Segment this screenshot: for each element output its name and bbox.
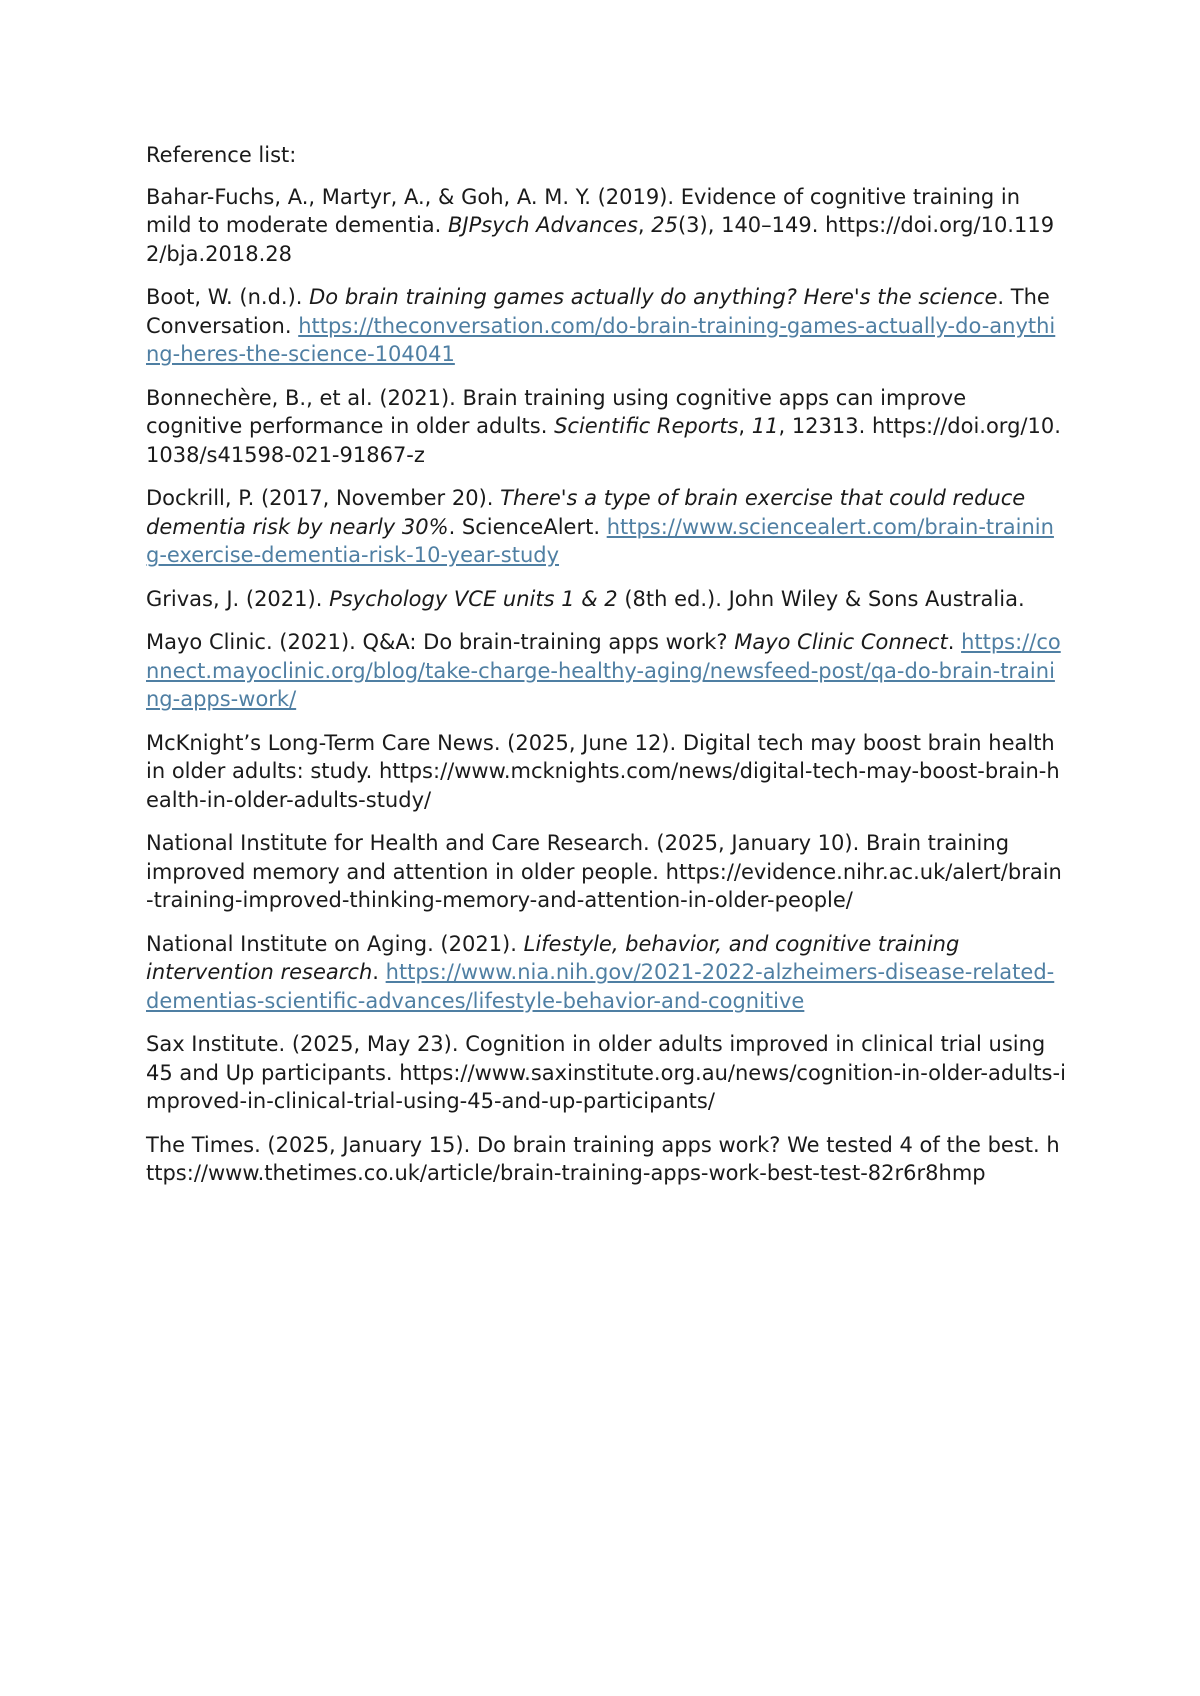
reference-url: https://www.saxinstitute.org.au/news/cognition-in-older-adults-improved-in-clinical-trial-using-45-and-up-participants/ xyxy=(146,1060,1066,1113)
reference-link[interactable]: https://www.nia.nih.gov/2021-2022-alzheimers-disease-related-dementias-scientific-advances/lifestyle-behavior-and-cognitive xyxy=(146,960,1055,1013)
reference-authors: Bonnechère, B., et al. (2021). Brain training using cognitive apps can improve cognitive performance in older adults. xyxy=(146,385,967,438)
reference-authors: Grivas, J. (2021). xyxy=(146,586,323,611)
reference-details: (3), 140–149. xyxy=(677,213,819,237)
reference-volume: 25 xyxy=(651,213,678,237)
reference-link[interactable]: https://www.sciencealert.com/brain-training-exercise-dementia-risk-10-year-study xyxy=(146,514,1054,567)
reference-journal: Scientific Reports xyxy=(554,414,739,438)
reference-entry xyxy=(146,585,1066,614)
reference-title: Psychology VCE units 1 & 2 xyxy=(329,586,618,611)
reference-details: . The Conversation. xyxy=(146,285,1050,338)
reference-title: There's a type of brain exercise that could reduce dementia risk by nearly 30% xyxy=(146,486,1026,539)
reference-text: Sax Institute. (2025, May 23). Cognition in older adults improved in clinical trial using 45 and Up participants. xyxy=(146,1032,1046,1085)
reference-url: https://evidence.nihr.ac.uk/alert/brain-training-improved-thinking-memory-and-attention-in-older-people/ xyxy=(146,859,1062,912)
reference-journal: BJPsych Advances xyxy=(448,213,638,237)
reference-authors: National Institute on Aging. (2021). xyxy=(146,931,517,956)
reference-details: , 12313. xyxy=(778,414,866,438)
reference-title: Do brain training games actually do anything? Here's the science xyxy=(309,285,998,309)
reference-link[interactable]: https://theconversation.com/do-brain-training-games-actually-do-anything-heres-the-science-104041 xyxy=(146,313,1056,366)
reference-list-heading: Reference list: xyxy=(146,143,297,167)
reference-text: The Times. (2025, January 15). Do brain training apps work? We tested 4 of the best. xyxy=(146,1132,1040,1157)
reference-entry xyxy=(146,930,1066,1016)
reference-entry xyxy=(146,829,1066,915)
reference-text: National Institute for Health and Care Research. (2025, January 10). Brain training improved memory and attention in older people. xyxy=(146,831,1010,884)
reference-details: . xyxy=(372,960,379,984)
reference-entry xyxy=(146,628,1066,714)
reference-details: . ScienceAlert. xyxy=(448,514,600,539)
reference-url: https://www.thetimes.co.uk/article/brain-training-apps-work-best-test-82r6r8hmp xyxy=(146,1132,1060,1185)
reference-doi: https://doi.org/10.1192/bja.2018.28 xyxy=(146,213,1055,266)
reference-volume: 11 xyxy=(751,414,779,438)
reference-title: Mayo Clinic Connect xyxy=(734,630,948,654)
reference-authors: Mayo Clinic. (2021). Q&A: Do brain-training apps work? xyxy=(146,630,728,654)
document-content xyxy=(146,141,1066,1203)
reference-entry xyxy=(146,484,1066,570)
reference-details: (8th ed.). John Wiley & Sons Australia. xyxy=(617,586,1025,611)
reference-details: . xyxy=(947,630,955,654)
reference-entry: Bonnechère, B., et al. (2021). Brain training using cognitive apps can improve cognitive performance in older adults. Scientific Reports, 11, 12313. https://doi.org/10.1038/s41598-021-91867-z xyxy=(146,385,1061,467)
reference-entry xyxy=(146,1131,1066,1188)
reference-url: https://www.mcknights.com/news/digital-tech-may-boost-brain-health-in-older-adults-study/ xyxy=(146,759,1060,812)
reference-link[interactable]: https://connect.mayoclinic.org/blog/take-charge-healthy-aging/newsfeed-post/qa-do-brain-training-apps-work/ xyxy=(146,630,1061,711)
reference-authors: Bahar-Fuchs, A., Martyr, A., & Goh, A. M. Y. (2019). Evidence of cognitive training in mild to moderate dementia. xyxy=(146,184,1021,237)
reference-text: McKnight’s Long-Term Care News. (2025, June 12). Digital tech may boost brain health in older adults: study. xyxy=(146,730,1055,783)
reference-entry xyxy=(146,1030,1066,1116)
reference-entry xyxy=(146,283,1066,369)
reference-doi: https://doi.org/10.1038/s41598-021-91867-z xyxy=(146,414,1061,467)
reference-authors: Dockrill, P. (2017, November 20). xyxy=(146,486,494,510)
reference-authors: Boot, W. (n.d.). xyxy=(146,285,303,309)
reference-entry: Bahar-Fuchs, A., Martyr, A., & Goh, A. M. Y. (2019). Evidence of cognitive training in mild to moderate dementia. BJPsych Advances, 25(3), 140–149. https://doi.org/10.1192/bja.2018.28 xyxy=(146,184,1055,266)
reference-title: Lifestyle, behavior, and cognitive training intervention research xyxy=(146,931,960,984)
reference-entry xyxy=(146,729,1066,815)
